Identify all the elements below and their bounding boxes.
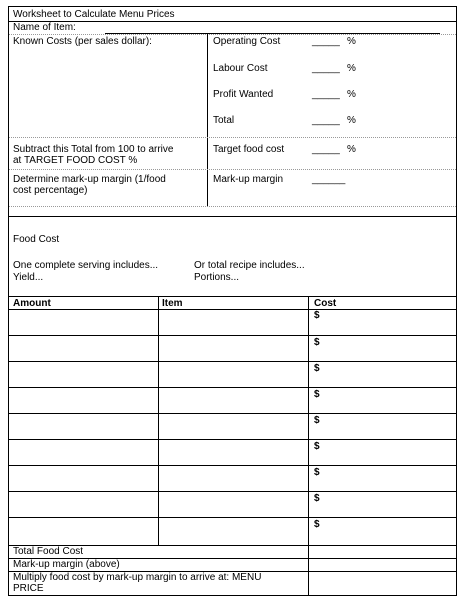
labour-cost-field[interactable]: _____ xyxy=(312,63,340,74)
table-row-line xyxy=(9,465,456,466)
cost-cell-dollar[interactable]: $ xyxy=(314,493,320,504)
subtract-instruction-line2: at TARGET FOOD COST % xyxy=(13,155,138,166)
column-header-cost: Cost xyxy=(314,298,337,309)
profit-wanted-field[interactable]: _____ xyxy=(312,89,340,100)
worksheet-form xyxy=(8,6,457,596)
cost-cell-dollar[interactable]: $ xyxy=(314,519,320,530)
divider xyxy=(9,21,456,22)
food-cost-heading: Food Cost xyxy=(13,234,60,245)
yield-label: Yield... xyxy=(13,272,44,283)
table-row-line xyxy=(9,413,456,414)
divider xyxy=(9,296,456,297)
percent-unit: % xyxy=(347,144,356,155)
recipe-includes-label: Or total recipe includes... xyxy=(194,260,305,271)
column-divider xyxy=(308,296,309,596)
known-costs-label: Known Costs (per sales dollar): xyxy=(13,36,152,47)
percent-unit: % xyxy=(347,115,356,126)
subtract-instruction-line1: Subtract this Total from 100 to arrive xyxy=(13,144,174,155)
table-row-line xyxy=(9,517,456,518)
divider xyxy=(9,34,456,35)
operating-cost-field[interactable]: _____ xyxy=(312,36,340,47)
cost-cell-dollar[interactable]: $ xyxy=(314,415,320,426)
total-field[interactable]: _____ xyxy=(312,115,340,126)
divider xyxy=(9,206,456,207)
menu-price-instruction-line1: Multiply food cost by mark-up margin to arrive at: MENU xyxy=(13,572,262,583)
percent-unit: % xyxy=(347,36,356,47)
column-divider xyxy=(207,34,208,206)
percent-unit: % xyxy=(347,89,356,100)
cost-cell-dollar[interactable]: $ xyxy=(314,467,320,478)
table-row-line xyxy=(9,387,456,388)
portions-label: Portions... xyxy=(194,272,240,283)
divider xyxy=(9,169,456,170)
cost-cell-dollar[interactable]: $ xyxy=(314,337,320,348)
total-label: Total xyxy=(213,115,235,126)
percent-unit: % xyxy=(347,63,356,74)
labour-cost-label: Labour Cost xyxy=(213,63,268,74)
operating-cost-label: Operating Cost xyxy=(213,36,281,47)
table-row-line xyxy=(9,309,456,310)
serving-includes-label: One complete serving includes... xyxy=(13,260,159,271)
divider xyxy=(9,216,456,217)
target-food-cost-field[interactable]: _____ xyxy=(312,144,340,155)
cost-cell-dollar[interactable]: $ xyxy=(314,363,320,374)
table-row-line xyxy=(9,439,456,440)
cost-cell-dollar[interactable]: $ xyxy=(314,389,320,400)
menu-price-instruction-line2: PRICE xyxy=(13,583,44,594)
markup-margin-field[interactable]: ______ xyxy=(312,174,346,185)
table-row-line xyxy=(9,335,456,336)
table-row-line xyxy=(9,361,456,362)
divider xyxy=(9,137,456,138)
table-row-line xyxy=(9,491,456,492)
name-of-item-label: Name of Item: xyxy=(13,22,76,33)
markup-above-label: Mark-up margin (above) xyxy=(13,559,120,570)
worksheet-title: Worksheet to Calculate Menu Prices xyxy=(13,9,175,20)
markup-instruction-line1: Determine mark-up margin (1/food xyxy=(13,174,166,185)
total-food-cost-label: Total Food Cost xyxy=(13,546,84,557)
column-header-item: Item xyxy=(162,298,183,309)
markup-instruction-line2: cost percentage) xyxy=(13,185,88,196)
column-divider xyxy=(158,296,159,545)
profit-wanted-label: Profit Wanted xyxy=(213,89,274,100)
column-header-amount: Amount xyxy=(13,298,51,309)
target-food-cost-label: Target food cost xyxy=(213,144,285,155)
markup-margin-label: Mark-up margin xyxy=(213,174,284,185)
cost-cell-dollar[interactable]: $ xyxy=(314,310,320,321)
cost-cell-dollar[interactable]: $ xyxy=(314,441,320,452)
